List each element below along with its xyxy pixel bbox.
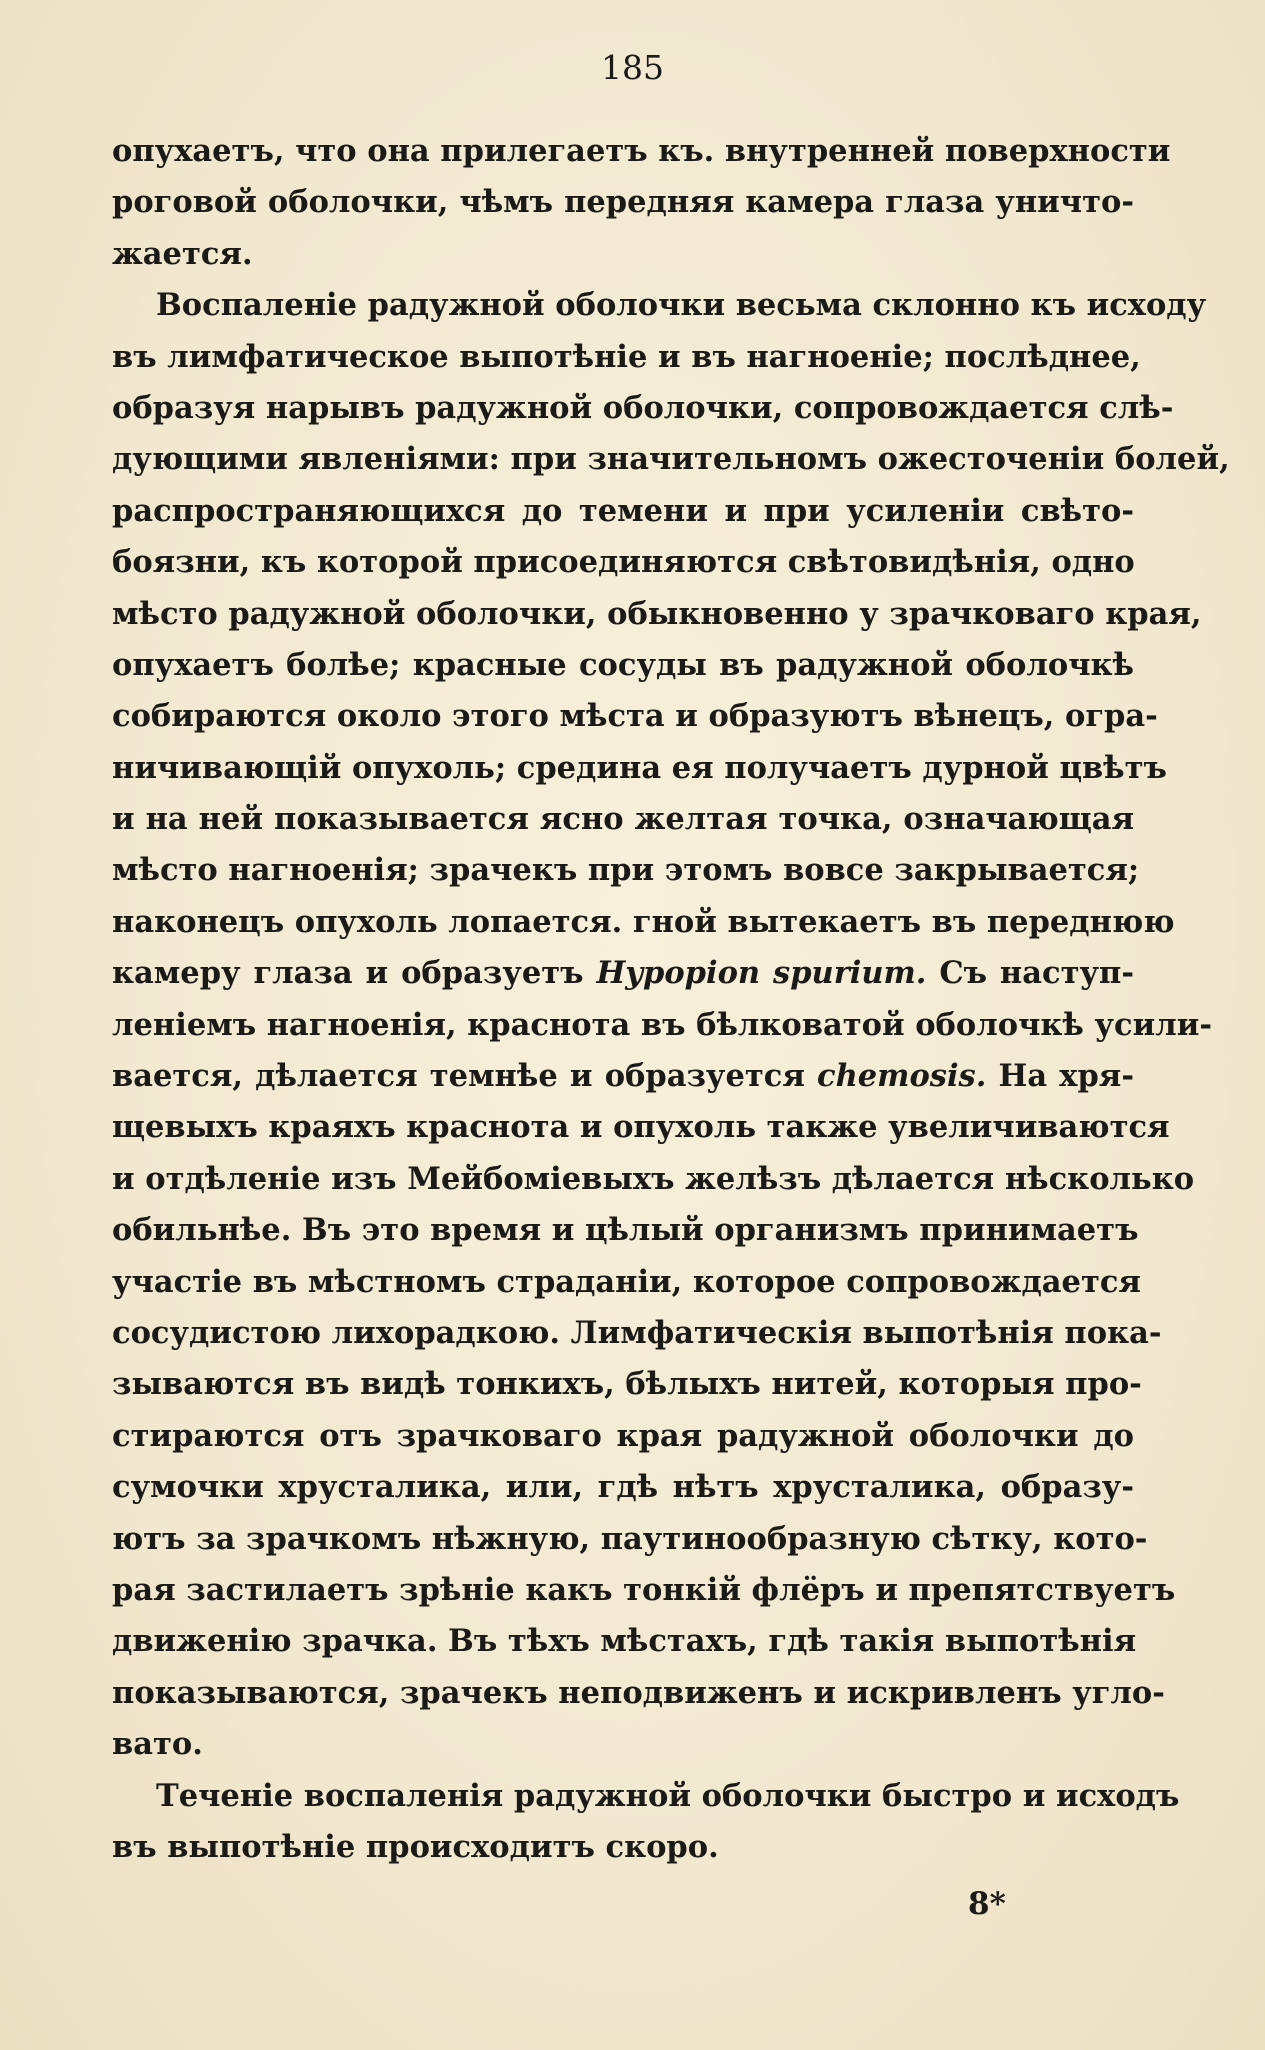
text-line: участіе въ мѣстномъ страданіи, которое сопровождается — [112, 1263, 1141, 1300]
text-line: рая застилаетъ зрѣніе какъ тонкій флёръ и препятствуетъ — [112, 1571, 1176, 1608]
text-line: показываются, зрачекъ неподвиженъ и искривленъ угло- — [112, 1674, 1165, 1711]
paragraph-start-line: Воспаленіе радужной оболочки весьма склонно къ исходу — [156, 287, 1207, 324]
text-line: сумочки хрусталика, или, гдѣ нѣтъ хрусталика, образу- — [112, 1469, 1134, 1506]
text-line: образуя нарывъ радужной оболочки, сопровождается слѣ- — [112, 389, 1174, 426]
text-segment: Съ наступ- — [926, 955, 1134, 992]
text-line: въ выпотѣніе происходитъ скоро. — [112, 1828, 719, 1865]
latin-term-chemosis: chemosis. — [817, 1058, 987, 1095]
text-segment: камеру глаза и образуетъ — [112, 955, 597, 992]
signature-mark: 8* — [968, 1886, 1006, 1922]
text-line: собираются около этого мѣста и образуютъ вѣнецъ, огра- — [112, 698, 1158, 735]
text-line: и на ней показывается ясно желтая точка, означающая — [112, 801, 1134, 838]
text-line: леніемъ нагноенія, краснота въ бѣлковатой оболочкѣ усили- — [112, 1006, 1212, 1043]
text-line: жается. — [112, 235, 253, 272]
text-line: щевыхъ краяхъ краснота и опухоль также увеличиваются — [112, 1109, 1170, 1146]
text-line: наконецъ опухоль лопается. гной вытекаетъ въ переднюю — [112, 903, 1175, 940]
text-line: роговой оболочки, чѣмъ передняя камера глаза уничто- — [112, 184, 1134, 221]
text-line: опухаетъ, что она прилегаетъ къ. внутренней поверхности — [112, 133, 1171, 169]
text-line-with-latin — [112, 1051, 1134, 1102]
page-number: 185 — [601, 48, 664, 87]
text-line-with-latin — [112, 948, 1134, 999]
text-line: ничивающій опухоль; средина ея получаетъ дурной цвѣтъ — [112, 749, 1167, 786]
text-line: сосудистою лихорадкою. Лимфатическія выпотѣнія пока- — [112, 1314, 1162, 1351]
text-line: обильнѣе. Въ это время и цѣлый организмъ принимаетъ — [112, 1212, 1139, 1249]
text-line: вато. — [112, 1726, 203, 1763]
text-line: стираются отъ зрачковаго края радужной оболочки до — [112, 1417, 1134, 1454]
text-line: движенію зрачка. Въ тѣхъ мѣстахъ, гдѣ такія выпотѣнія — [112, 1623, 1137, 1660]
text-line: боязни, къ которой присоединяются свѣтовидѣнія, одно — [112, 544, 1135, 581]
text-line: опухаетъ болѣе; красные сосуды въ радужной оболочкѣ — [112, 646, 1134, 683]
text-line: зываются въ видѣ тонкихъ, бѣлыхъ нитей, которыя про- — [112, 1366, 1142, 1403]
text-line: въ лимфатическое выпотѣніе и въ нагноеніе; послѣднее, — [112, 338, 1141, 375]
latin-term-hypopion: Hypopion spurium. — [596, 955, 927, 992]
text-segment: На хря- — [986, 1058, 1134, 1095]
text-line: распространяющихся до темени и при усиленіи свѣто- — [112, 492, 1134, 529]
text-line: дующими явленіями: при значительномъ ожесточеніи болей, — [112, 441, 1230, 478]
text-line: мѣсто радужной оболочки, обыкновенно у зрачковаго края, — [112, 595, 1202, 632]
paragraph-start-line: Теченіе воспаленія радужной оболочки быстро и исходъ — [156, 1777, 1180, 1814]
body-text — [112, 126, 1230, 1873]
text-line: и отдѣленіе изъ Мейбоміевыхъ желѣзъ дѣлается нѣсколько — [112, 1160, 1195, 1197]
text-segment: вается, дѣлается темнѣе и образуется — [112, 1058, 818, 1095]
text-line: мѣсто нагноенія; зрачекъ при этомъ вовсе закрывается; — [112, 852, 1140, 889]
text-line: ютъ за зрачкомъ нѣжную, паутинообразную сѣтку, кото- — [112, 1520, 1148, 1557]
